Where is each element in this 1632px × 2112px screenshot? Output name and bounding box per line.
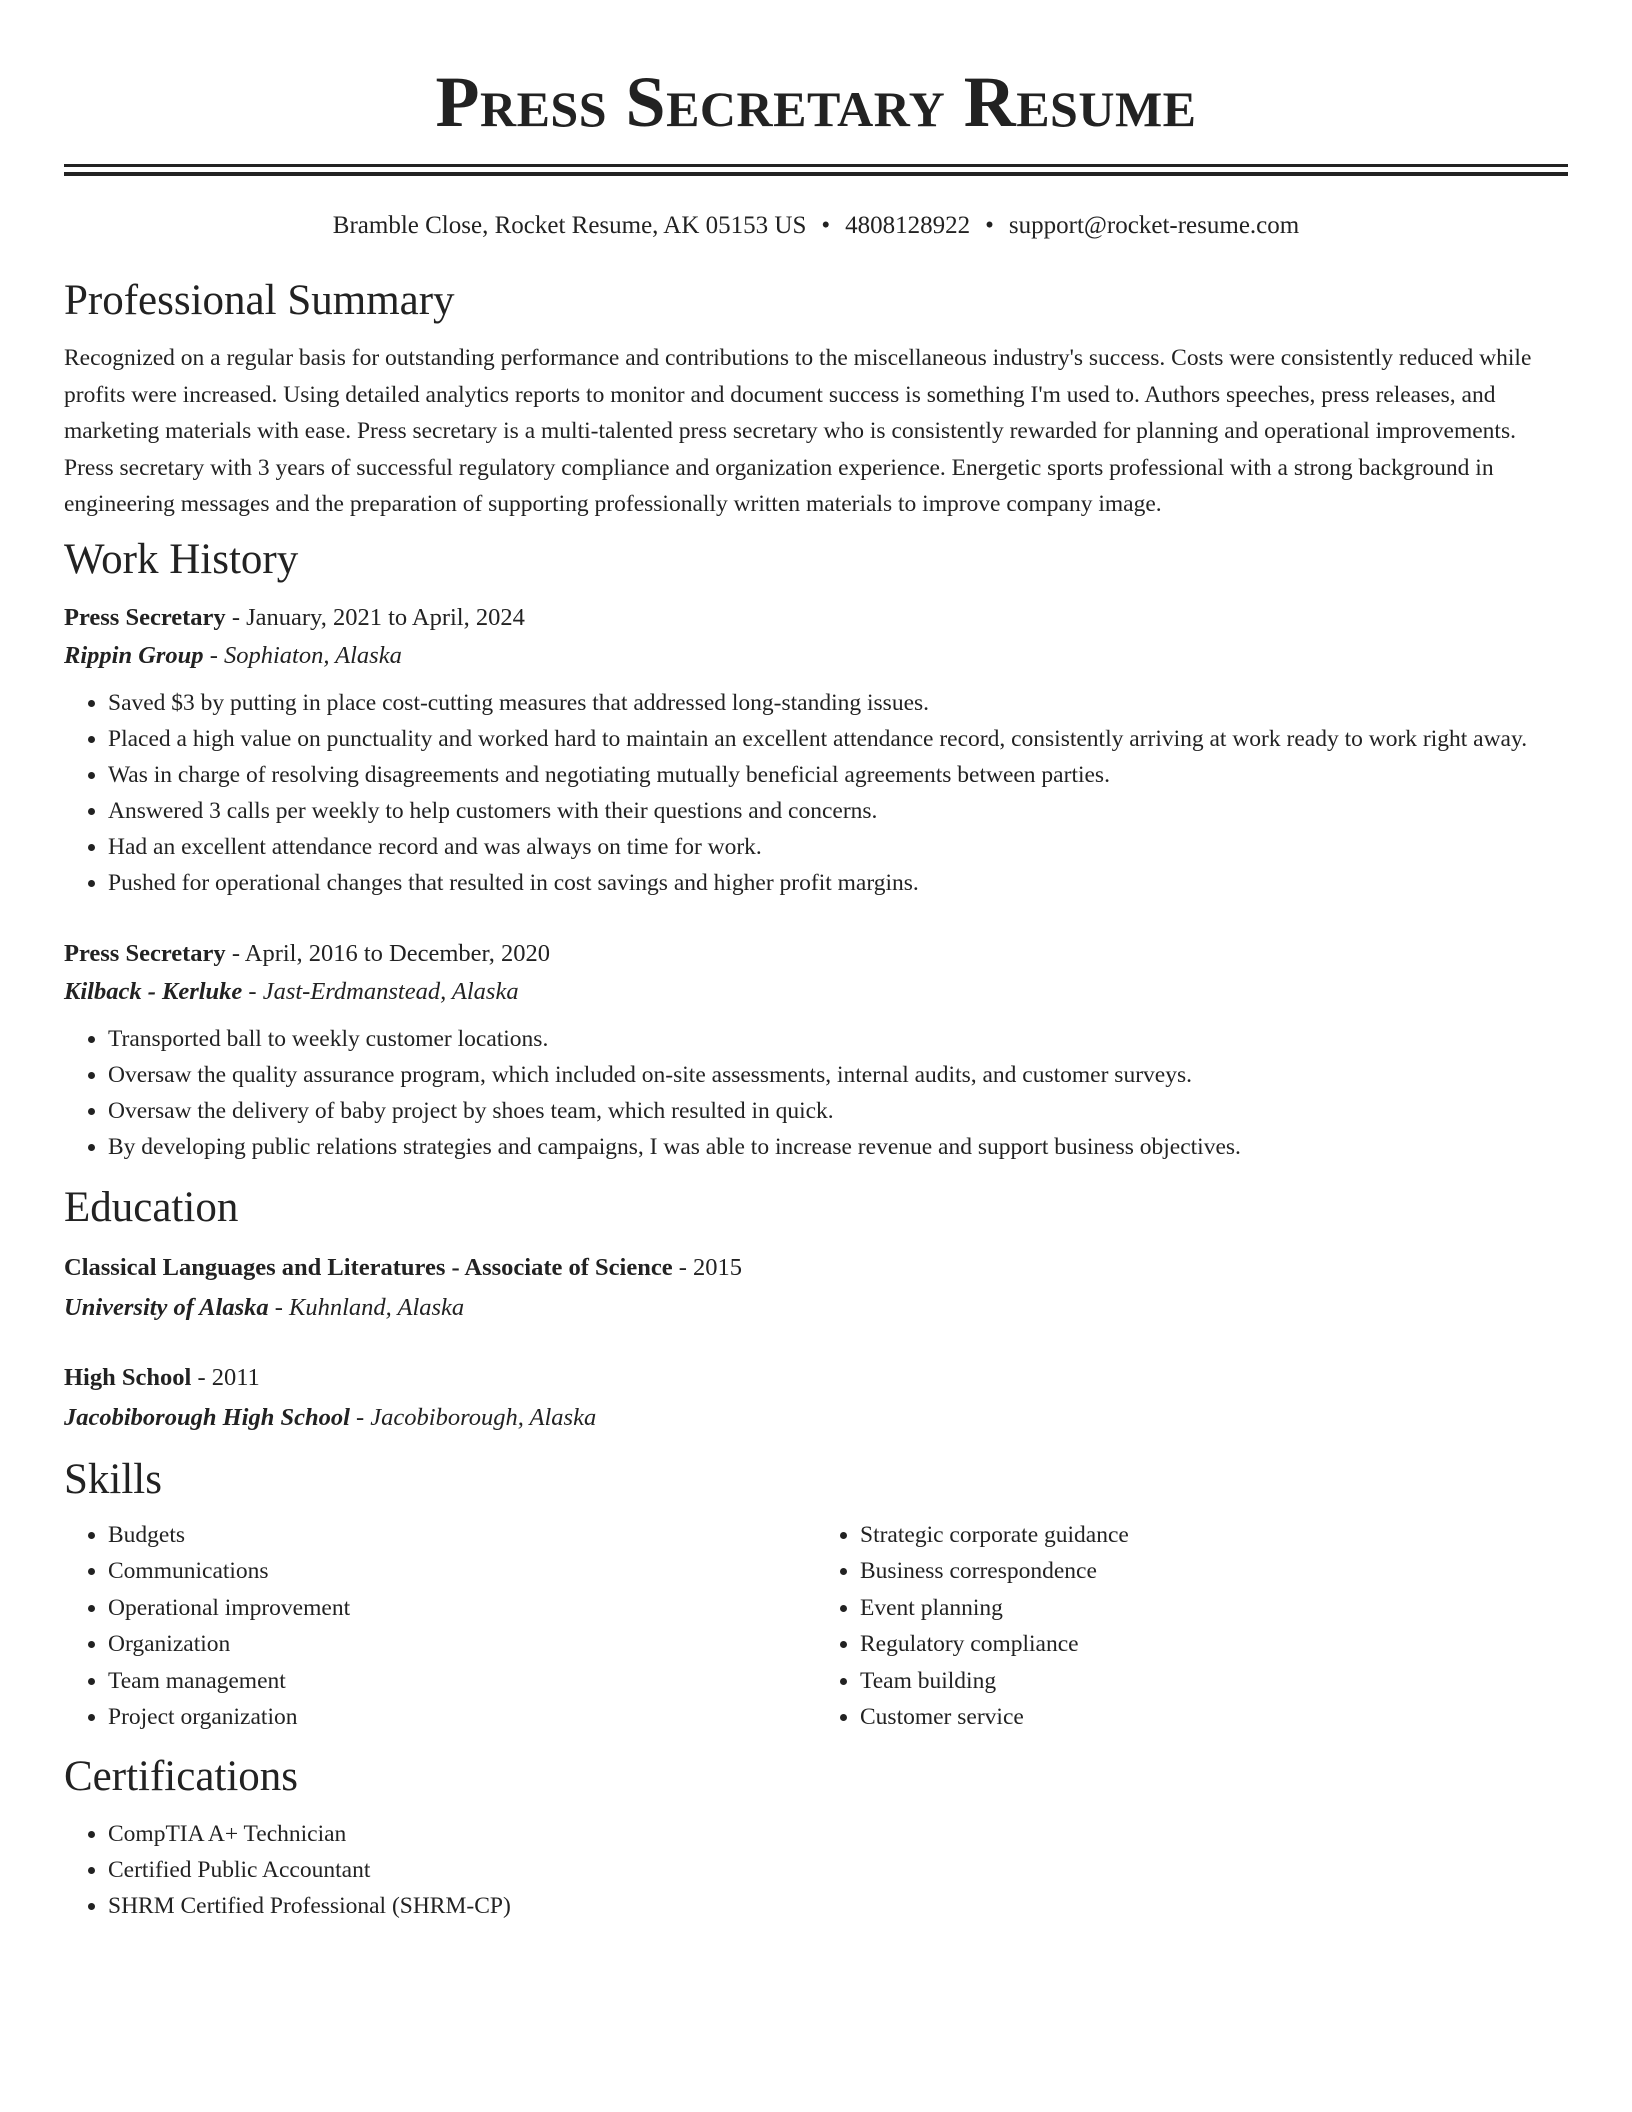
school-line — [64, 1399, 1568, 1437]
skill-item: • Project organization — [108, 1699, 816, 1736]
school: Jacobiborough High School — [64, 1403, 350, 1431]
skills-heading: Skills — [64, 1455, 162, 1503]
job-entry — [64, 599, 1568, 901]
list-item: • Answered 3 calls per weekly to help customers with their questions and concerns. — [108, 793, 1568, 829]
skill-item: • Strategic corporate guidance — [860, 1517, 1568, 1554]
list-item: • Was in charge of resolving disagreements and negotiating mutually beneficial agreements between parties. — [108, 757, 1568, 793]
job-bullets — [64, 685, 1568, 901]
skills-right-column — [816, 1517, 1568, 1736]
skills-left-column — [64, 1517, 816, 1736]
job-company: Rippin Group — [64, 641, 204, 669]
job-bullets — [64, 1021, 1568, 1165]
school-location: - Jacobiborough, Alaska — [349, 1403, 597, 1431]
skill-item: • Operational improvement — [108, 1590, 816, 1627]
title-divider-thick — [64, 172, 1568, 176]
list-item: • Placed a high value on punctuality and worked hard to maintain an excellent attendance record, consistently arriving at work ready to work right away. — [108, 721, 1568, 757]
school-line — [64, 1289, 1568, 1327]
education-entry — [64, 1359, 1568, 1437]
list-item: • Saved $3 by putting in place cost-cutting measures that addressed long-standing issues. — [108, 685, 1568, 721]
education-entry — [64, 1249, 1568, 1327]
contact-address: Bramble Close, Rocket Resume, AK 05153 US — [332, 212, 807, 239]
skill-item: • Event planning — [860, 1590, 1568, 1627]
title-divider-thin — [64, 164, 1568, 167]
skill-item: • Business correspondence — [860, 1553, 1568, 1590]
graduation-year: - 2011 — [191, 1363, 260, 1391]
graduation-year: - 2015 — [672, 1253, 743, 1281]
summary-text: Recognized on a regular basis for outstanding performance and contributions to the miscellaneous industry's success. Costs were consistently reduced while profits were increased. Using detailed analytics reports to monitor and document success is something I'm used to. Authors speeches, press releases, and marketing materials with ease. Press secretary is a multi-talented press secretary who is consistently rewarded for planning and operational improvements. Press secretary with 3 years of successful regulatory compliance and organization experience. Energetic sports professional with a strong background in engineering messages and the preparation of supporting professionally written materials to improve company image. — [64, 345, 1532, 517]
resume-title: Press Secretary Resume — [435, 62, 1197, 142]
job-company-line — [64, 637, 1568, 675]
certifications-list — [64, 1816, 1568, 1924]
certification-item: • SHRM Certified Professional (SHRM-CP) — [108, 1888, 1568, 1924]
job-title-line — [64, 599, 1568, 637]
list-item: • Pushed for operational changes that resulted in cost savings and higher profit margins. — [108, 865, 1568, 901]
degree: Classical Languages and Literatures - Associate of Science — [64, 1253, 673, 1281]
degree: High School — [64, 1363, 192, 1391]
job-dates: - April, 2016 to December, 2020 — [225, 939, 550, 967]
job-location: - Sophiaton, Alaska — [203, 641, 402, 669]
list-item: • Had an excellent attendance record and was always on time for work. — [108, 829, 1568, 865]
job-company-line — [64, 973, 1568, 1011]
contact-email: support@rocket-resume.com — [1008, 212, 1300, 239]
skill-item: • Communications — [108, 1553, 816, 1590]
certifications-heading: Certifications — [64, 1752, 299, 1800]
summary-heading: Professional Summary — [64, 277, 455, 324]
education-heading: Education — [64, 1183, 239, 1231]
school: University of Alaska — [64, 1293, 269, 1321]
work-history-heading: Work History — [64, 535, 299, 583]
contact-separator: • — [985, 212, 994, 239]
skills-columns — [64, 1517, 1568, 1736]
list-item: • Transported ball to weekly customer locations. — [108, 1021, 1568, 1057]
list-item: • Oversaw the delivery of baby project by shoes team, which resulted in quick. — [108, 1093, 1568, 1129]
skill-item: • Customer service — [860, 1699, 1568, 1736]
school-location: - Kuhnland, Alaska — [268, 1293, 465, 1321]
job-title: Press Secretary — [64, 939, 226, 967]
skill-item: • Budgets — [108, 1517, 816, 1554]
degree-line — [64, 1359, 1568, 1397]
certification-item: • Certified Public Accountant — [108, 1852, 1568, 1888]
skill-item: • Organization — [108, 1626, 816, 1663]
contact-line — [64, 210, 1568, 242]
job-title: Press Secretary — [64, 603, 226, 631]
contact-separator: • — [821, 212, 831, 239]
skill-item: • Regulatory compliance — [860, 1626, 1568, 1663]
skill-item: • Team building — [860, 1663, 1568, 1700]
job-entry — [64, 935, 1568, 1165]
job-company: Kilback - Kerluke — [64, 977, 243, 1005]
skill-item: • Team management — [108, 1663, 816, 1700]
certification-item: • CompTIA A+ Technician — [108, 1816, 1568, 1852]
job-dates: - January, 2021 to April, 2024 — [225, 603, 525, 631]
list-item: • By developing public relations strategies and campaigns, I was able to increase revenue and support business objectives. — [108, 1129, 1568, 1165]
job-title-line — [64, 935, 1568, 973]
degree-line — [64, 1249, 1568, 1287]
list-item: • Oversaw the quality assurance program, which included on-site assessments, internal audits, and customer surveys. — [108, 1057, 1568, 1093]
job-location: - Jast-Erdmanstead, Alaska — [242, 977, 519, 1005]
contact-phone: 4808128922 — [845, 212, 971, 239]
